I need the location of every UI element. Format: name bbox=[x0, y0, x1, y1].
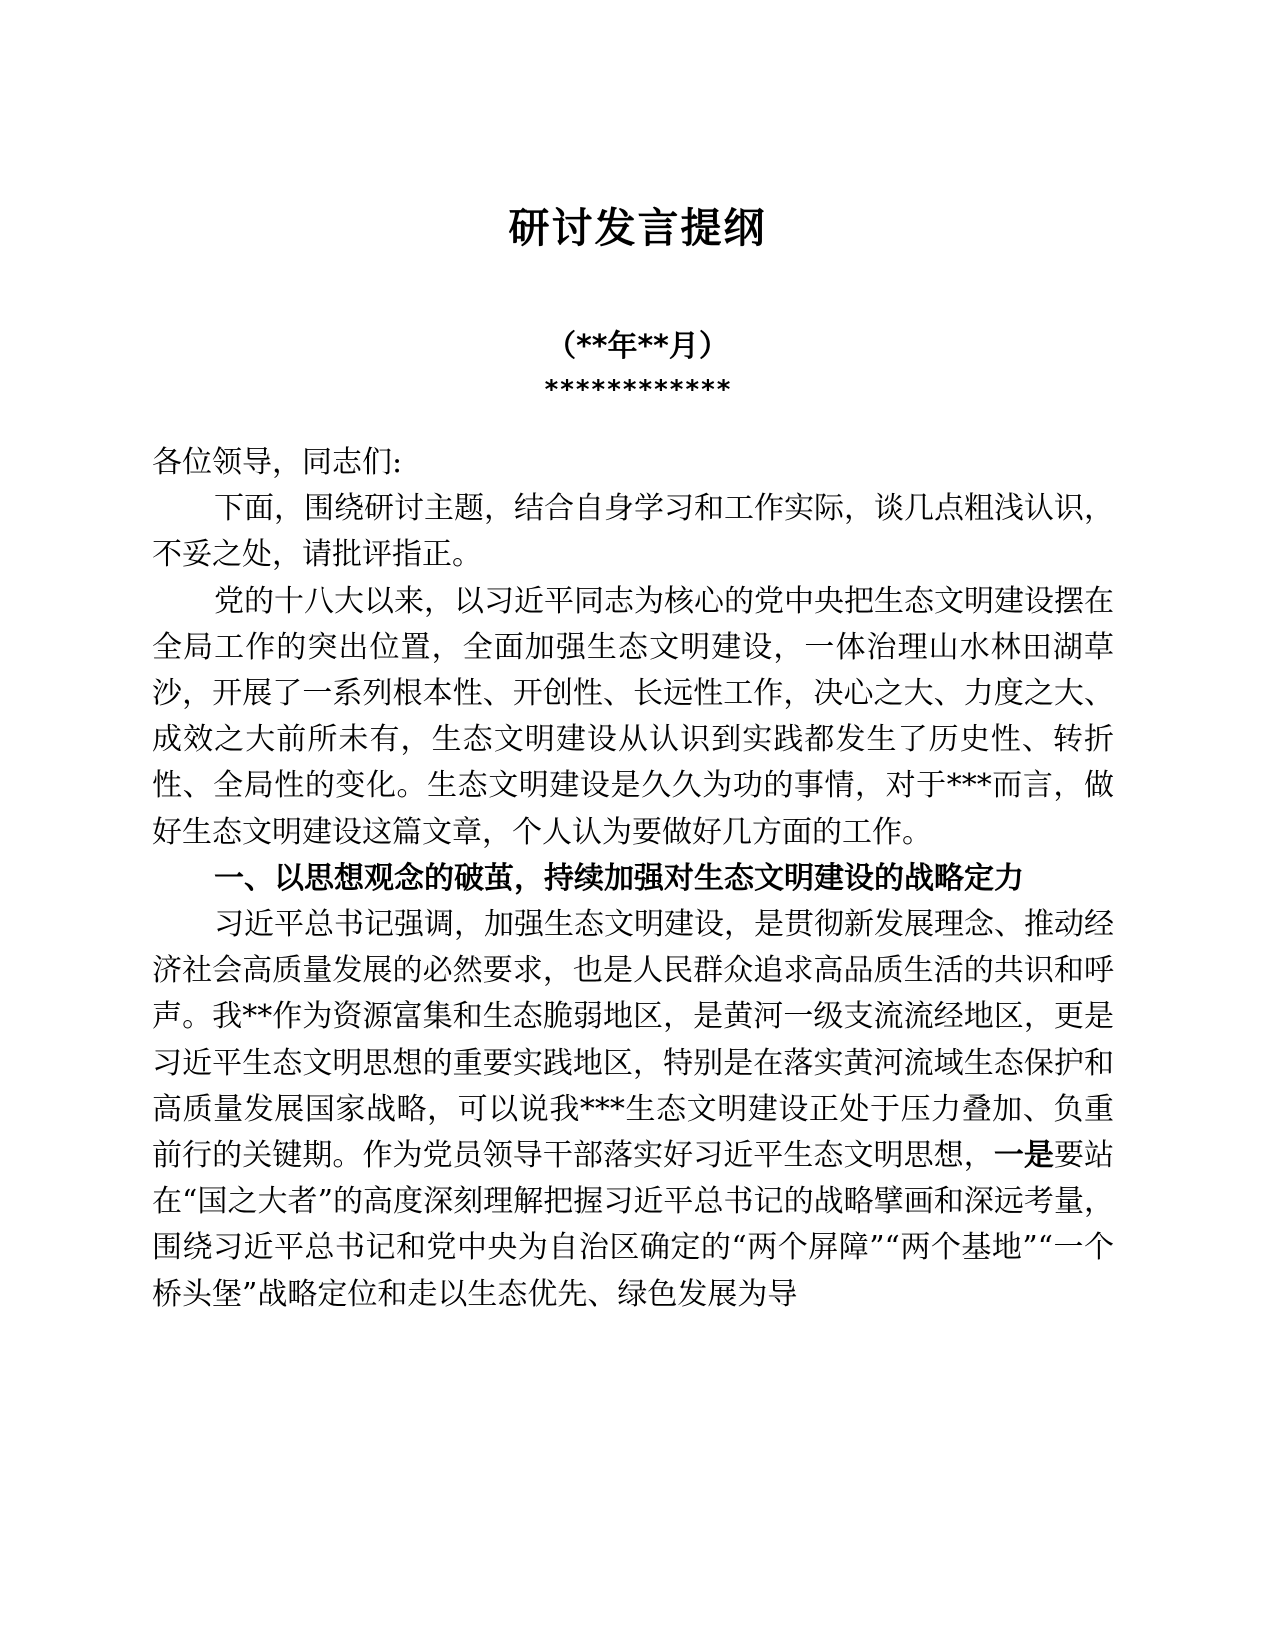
document-body bbox=[152, 440, 1114, 1318]
document-title: 研讨发言提纲 bbox=[508, 204, 767, 252]
emphasis-first-point: 一是 bbox=[993, 1138, 1054, 1174]
document-author: ************ bbox=[543, 375, 732, 405]
paragraph-section-1-text: 习近平总书记强调，加强生态文明建设，是贯彻新发展理念、推动经济社会高质量发展的必然要求，也是人民群众追求高品质生活的共识和呼声。我**作为资源富集和生态脆弱地区，是黄河一级支流流经地区，更是习近平生态文明思想的重要实践地区，特别是在落实黄河流域生态保护和高质量发展国家战略，可以说我***生态文明建设正处于压力叠加、负重前行的关键期。作为党员领导干部落实好习近平生态文明思想， bbox=[152, 907, 1114, 1174]
paragraph-intro: 下面，围绕研讨主题，结合自身学习和工作实际，谈几点粗浅认识，不妥之处，请批评指正。 bbox=[152, 491, 1114, 573]
paragraph-background: 党的十八大以来，以习近平同志为核心的党中央把生态文明建设摆在全局工作的突出位置，全面加强生态文明建设，一体治理山水林田湖草沙，开展了一系列根本性、开创性、长远性工作，决心之大、力度之大、成效之大前所未有，生态文明建设从认识到实践都发生了历史性、转折性、全局性的变化。生态文明建设是久久为功的事情，对于***而言，做好生态文明建设这篇文章，个人认为要做好几方面的工作。 bbox=[152, 583, 1114, 850]
document-date: （**年**月） bbox=[546, 329, 729, 364]
salutation: 各位领导，同志们: bbox=[152, 445, 403, 480]
section-heading-1: 一、以思想观念的破茧，持续加强对生态文明建设的战略定力 bbox=[214, 860, 1024, 896]
paragraph-section-1-continuation: 要站在“国之大者”的高度深刻理解把握习近平总书记的战略擘画和深远考量，围绕习近平总书记和党中央为自治区确定的“两个屏障”“两个基地”“一个桥头堡”战略定位和走以生态优先、绿色发展为导 bbox=[152, 1138, 1115, 1312]
paragraph-section-1 bbox=[152, 902, 1114, 1318]
